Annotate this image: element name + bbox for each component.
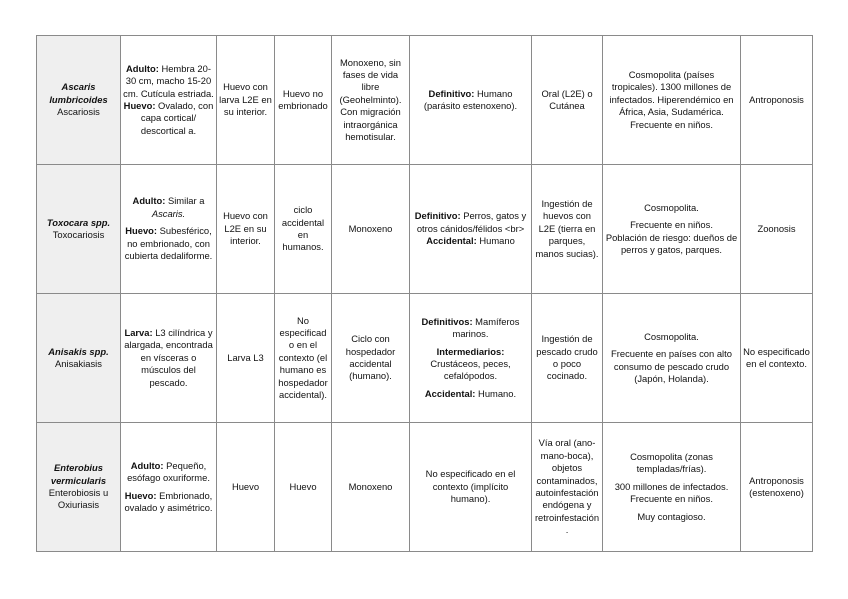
- classification-cell: Antroponosis: [741, 36, 813, 165]
- morphology-cell: [121, 423, 217, 552]
- disease-name: Toxocariosis: [52, 229, 105, 240]
- parasite-name-cell: [37, 294, 121, 423]
- epi-line: 300 millones de infectados. Frecuente en niños.: [614, 480, 729, 505]
- egg-text: Subesférico, no embrionado, con cubierta dedaliforme.: [124, 225, 213, 262]
- egg-label: Huevo:: [123, 100, 156, 111]
- transmission-cell: Oral (L2E) o Cutánea: [532, 36, 603, 165]
- transmission-cell: Ingestión de huevos con L2E (tierra en parques, manos sucias).: [532, 165, 603, 294]
- disease-name: Enterobiosis u Oxiuriasis: [48, 487, 109, 511]
- definitive-host-label: Definitivo:: [414, 210, 461, 222]
- egg-text: Embrionado, ovalado y asimétrico.: [124, 489, 213, 513]
- epi-line: Cosmopolita.: [644, 330, 699, 342]
- scientific-name: Anisakis spp.: [48, 345, 109, 357]
- morphology-cell: [121, 36, 217, 165]
- table-row: [37, 294, 813, 423]
- larva-label: Larva:: [124, 326, 153, 338]
- table-row: [37, 423, 813, 552]
- parasite-name-cell: [37, 36, 121, 165]
- definitive-host-text: Perros, gatos y otros cánidos/félidos <br>: [416, 210, 527, 234]
- life-cycle-cell: Monoxeno: [332, 165, 410, 294]
- classification-cell: Antroponosis (estenoxeno): [741, 423, 813, 552]
- accidental-host-text: Humano.: [475, 387, 517, 399]
- larva-text: L3 cilíndrica y alargada, encontrada en vísceras o músculos del pescado.: [124, 326, 213, 388]
- diagnostic-form-cell: Huevo: [275, 423, 332, 552]
- diagnostic-form-cell: Huevo no embrionado: [275, 36, 332, 165]
- egg-label: Huevo:: [124, 489, 157, 501]
- life-cycle-cell: Monoxeno: [332, 423, 410, 552]
- life-cycle-cell: Monoxeno, sin fases de vida libre (Geohelminto). Con migración intraorgánica hemotisular.: [332, 36, 410, 165]
- morphology-cell: [121, 165, 217, 294]
- disease-name: Ascariosis: [57, 106, 100, 118]
- scientific-name: Enterobius vermicularis: [50, 462, 107, 486]
- accidental-host-text: Humano: [476, 235, 515, 247]
- classification-cell: No especificado en el contexto.: [741, 294, 813, 423]
- epidemiology-cell: [603, 294, 741, 423]
- infective-form-cell: Larva L3: [217, 294, 275, 423]
- adult-label: Adulto:: [126, 62, 159, 74]
- host-cell: No especificado en el contexto (implícito humano).: [410, 423, 532, 552]
- morphology-cell: [121, 294, 217, 423]
- classification-cell: Zoonosis: [741, 165, 813, 294]
- egg-label: Huevo:: [125, 225, 158, 237]
- scientific-name: Toxocara spp.: [46, 216, 111, 228]
- accidental-host-label: Accidental:: [424, 387, 476, 399]
- epi-line: Población de riesgo: dueños de perros y gatos, parques.: [605, 231, 738, 255]
- infective-form-cell: Huevo con larva L2E en su interior.: [217, 36, 275, 165]
- parasite-table: [36, 35, 813, 552]
- parasite-name-cell: [37, 165, 121, 294]
- epi-line: Cosmopolita.: [644, 201, 699, 213]
- adult-text: Pequeño, esófago oxuriforme.: [127, 459, 210, 484]
- parasite-name-cell: [37, 423, 121, 552]
- intermediate-host-text: Crustáceos, peces, cefalópodos.: [430, 358, 511, 382]
- transmission-cell: Ingestión de pescado crudo o poco cocinado.: [532, 294, 603, 423]
- epidemiology-cell: [603, 165, 741, 294]
- definitive-host-label: Definitivo:: [428, 87, 475, 99]
- accidental-host-label: Accidental:: [426, 235, 477, 247]
- definitive-host-text: Humano (parásito estenoxeno).: [423, 87, 518, 111]
- scientific-name: Ascaris lumbricoides: [49, 81, 108, 105]
- definitive-host-label: Definitivos:: [421, 315, 473, 327]
- host-cell: [410, 36, 532, 165]
- table-row: [37, 165, 813, 294]
- infective-form-cell: Huevo: [217, 423, 275, 552]
- adult-label: Adulto:: [130, 459, 164, 471]
- infective-form-cell: Huevo con L2E en su interior.: [217, 165, 275, 294]
- adult-text: Similar a: [165, 195, 205, 207]
- host-cell: [410, 165, 532, 294]
- table-row: [37, 36, 813, 165]
- adult-label: Adulto:: [132, 195, 166, 207]
- life-cycle-cell: Ciclo con hospedador accidental (humano).: [332, 294, 410, 423]
- adult-italic: Ascaris.: [151, 207, 186, 219]
- transmission-cell: Vía oral (ano-mano-boca), objetos contaminados, autoinfestación endógena y retroinfestación.: [532, 423, 603, 552]
- epidemiology-cell: [603, 36, 741, 165]
- epi-line: Cosmopolita (zonas templadas/frías).: [630, 450, 713, 475]
- epi-line: Muy contagioso.: [637, 510, 706, 522]
- epi-line: Frecuente en niños.: [630, 219, 713, 231]
- adult-text: Hembra 20-30 cm, macho 15-20 cm. Cutícula estriada.: [123, 62, 214, 99]
- disease-name: Anisakiasis: [55, 358, 102, 369]
- diagnostic-form-cell: ciclo accidental en humanos.: [275, 165, 332, 294]
- definitive-host-text: Mamíferos marinos.: [452, 315, 520, 340]
- intermediate-host-label: Intermediarios:: [436, 345, 505, 357]
- epi-line: Cosmopolita (países tropicales). 1300 millones de infectados. Hiperendémico en África, Asia, Sudamérica. Frecuente en niños.: [609, 68, 734, 130]
- egg-text: Ovalado, con capa cortical/ descortical a.: [140, 100, 214, 136]
- diagnostic-form-cell: No especificado en el contexto (el humano es hospedador accidental).: [275, 294, 332, 423]
- host-cell: [410, 294, 532, 423]
- epidemiology-cell: [603, 423, 741, 552]
- epi-line: Frecuente en países con alto consumo de pescado crudo (Japón, Holanda).: [611, 348, 732, 384]
